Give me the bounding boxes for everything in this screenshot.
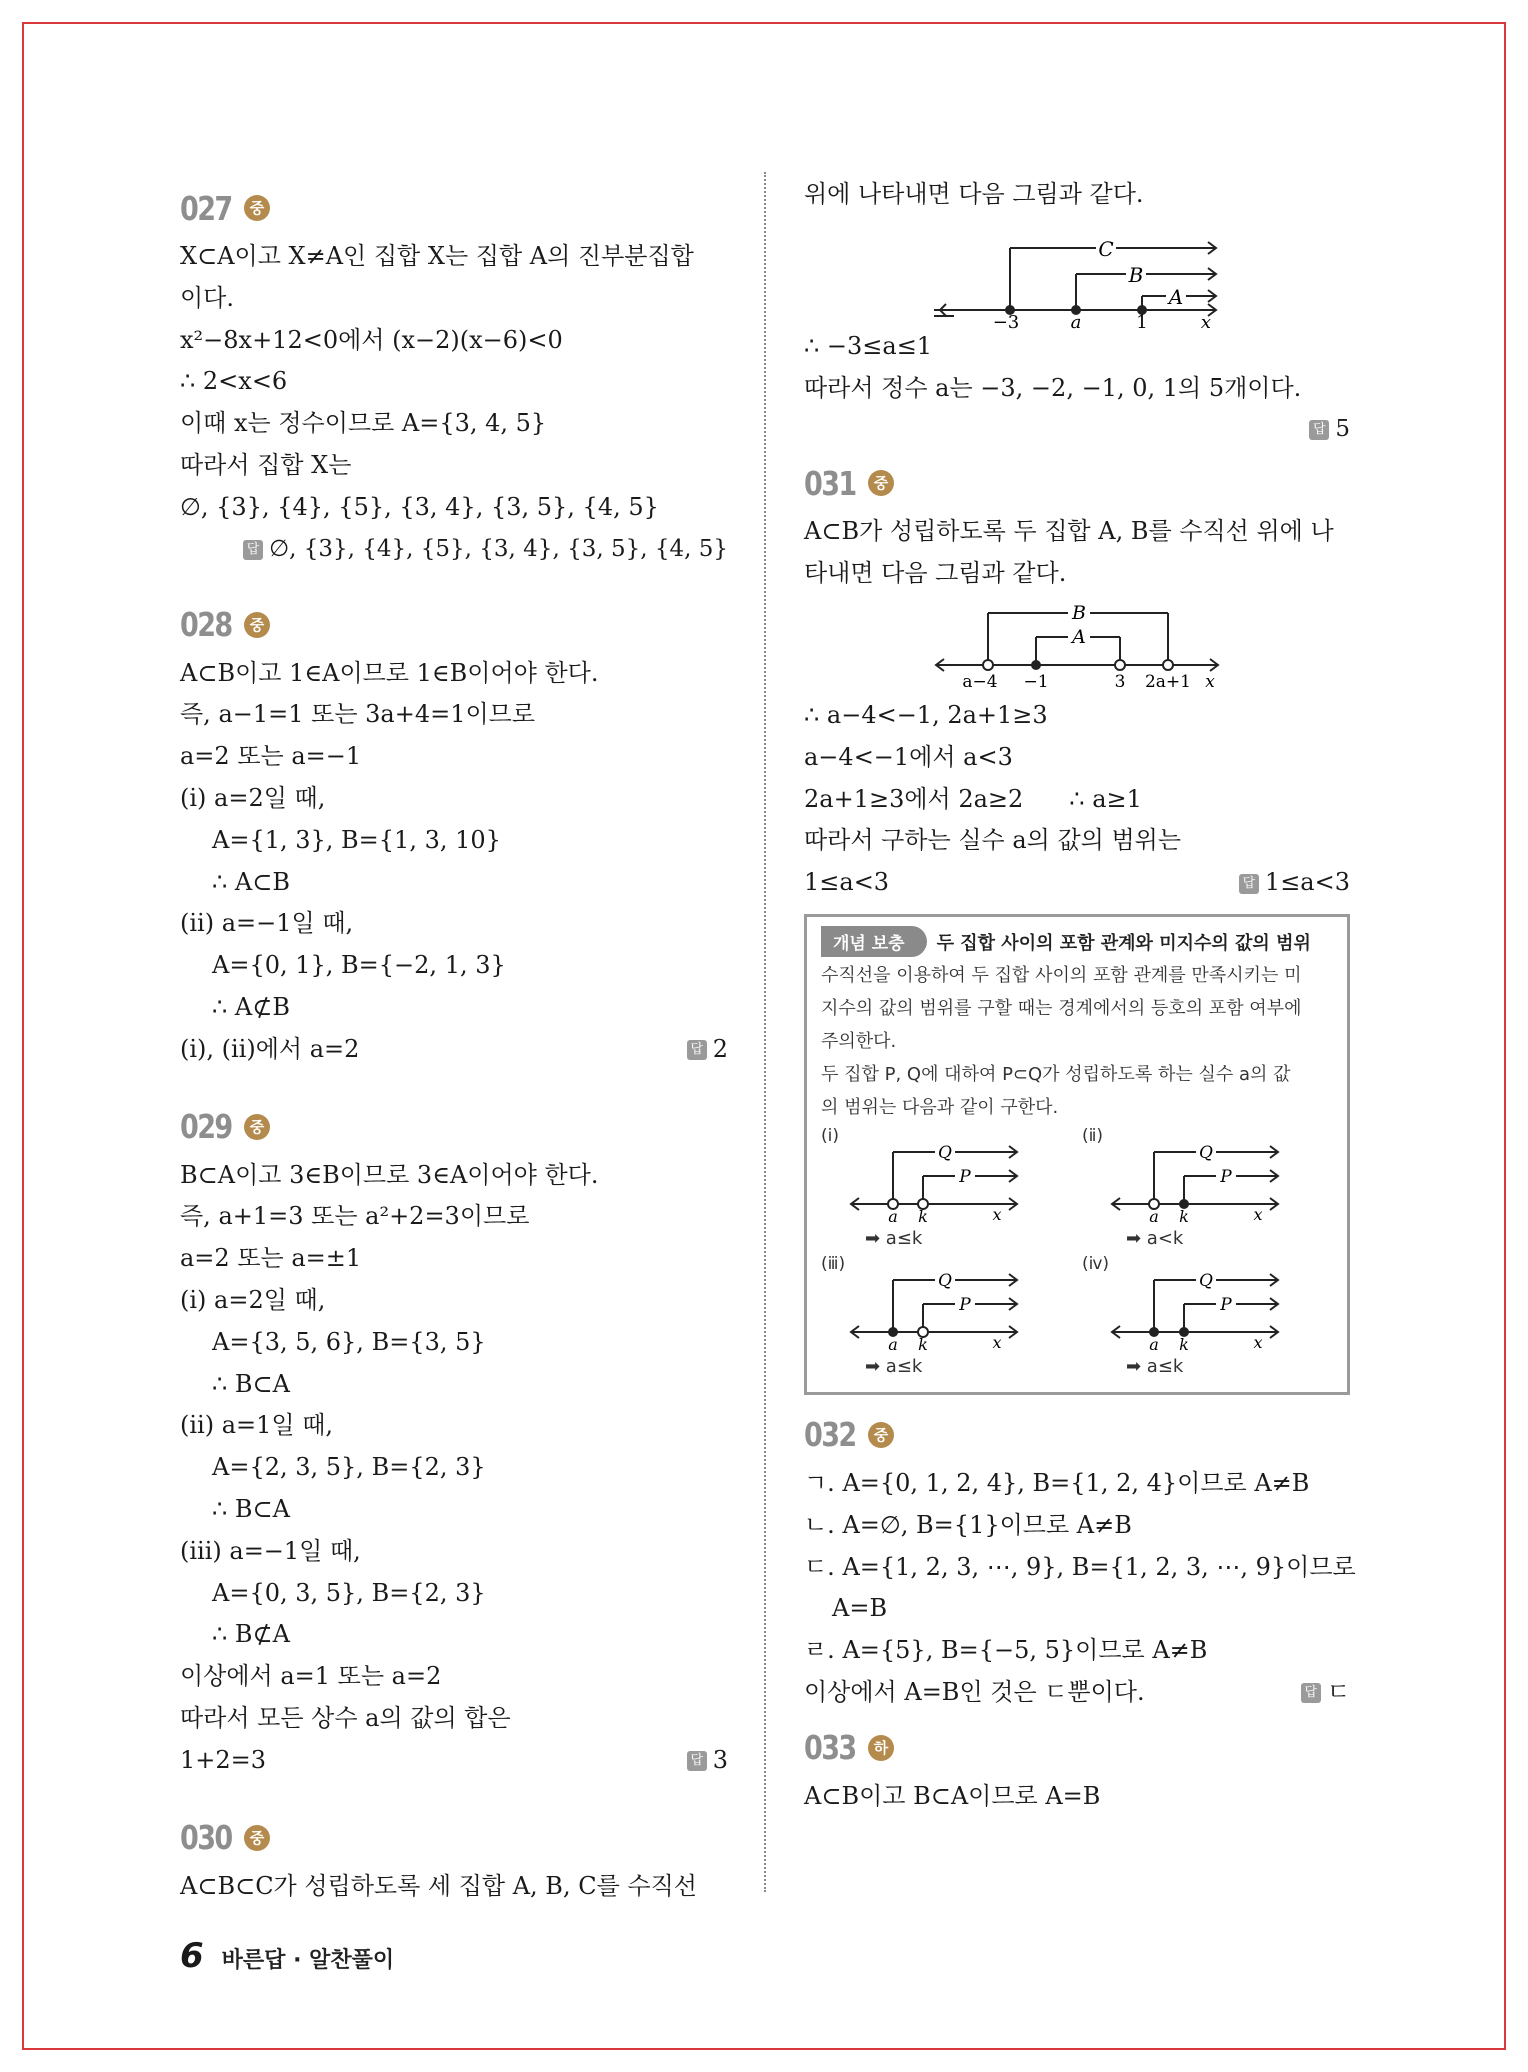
tick-label: a	[1149, 1206, 1159, 1226]
problem-number: 029	[180, 1107, 232, 1147]
tick-label: x	[1253, 1204, 1263, 1224]
book-title: 바른답 · 알찬풀이	[221, 1948, 395, 1973]
case-grid	[821, 1126, 1333, 1382]
solution-line: A={2, 3, 5}, B={2, 3}	[212, 1453, 486, 1482]
set-label: Q	[1199, 1142, 1213, 1163]
solution-line: 이다.	[180, 283, 234, 312]
set-label: Q	[938, 1142, 952, 1163]
set-label: P	[959, 1294, 971, 1315]
tick-label: a−4	[962, 671, 998, 692]
solution-line: ㄱ. A={0, 1, 2, 4}, B={1, 2, 4}이므로 A≠B	[804, 1468, 1310, 1497]
case-label: (ⅲ)	[821, 1253, 846, 1274]
solution-line: 타내면 다음 그림과 같다.	[804, 559, 1067, 588]
solution-line	[804, 1672, 1350, 1714]
solution-line: ∴ B⊄A	[212, 1620, 290, 1649]
solution-text: 이상에서 A=B인 것은 ㄷ뿐이다.	[804, 1677, 1145, 1706]
case-ii	[1082, 1126, 1333, 1254]
solution-line: A⊂B가 성립하도록 두 집합 A, B를 수직선 위에 나	[804, 517, 1334, 546]
solution-line: 따라서 집합 X는	[180, 450, 352, 479]
tick-label: k	[918, 1206, 928, 1226]
tick-label: x	[992, 1204, 1002, 1224]
solution-text: 2a+1≥3에서 2a≥2	[804, 784, 1024, 813]
solution-text: 1+2=3	[180, 1745, 267, 1774]
problem-number: 027	[180, 188, 232, 228]
answer-mark-icon: 답	[687, 1751, 707, 1771]
answer-value: 3	[712, 1745, 728, 1774]
problem-033-header	[804, 1720, 1350, 1776]
case-iv	[1082, 1254, 1333, 1382]
solution-line: (ⅱ) a=−1일 때,	[180, 909, 354, 938]
solution-line	[180, 1740, 728, 1782]
problem-028-header	[180, 597, 728, 653]
solution-line: a−4<−1에서 a<3	[804, 742, 1013, 771]
answer-mark-icon: 답	[687, 1040, 707, 1060]
page-footer	[180, 1936, 394, 1976]
set-label: Q	[1199, 1270, 1213, 1291]
solution-line: 따라서 모든 상수 a의 값의 합은	[180, 1703, 511, 1732]
tick-label: 2a+1	[1144, 671, 1192, 692]
set-label: P	[1220, 1166, 1232, 1187]
solution-line: ∴ A⊄B	[212, 992, 290, 1021]
solution-line	[180, 1029, 728, 1071]
solution-line: ∴ a−4<−1, 2a+1≥3	[804, 700, 1048, 729]
solution-line: a=2 또는 a=±1	[180, 1244, 362, 1273]
tick-label: −3	[992, 311, 1020, 333]
number-line-figure-031	[804, 595, 1350, 691]
left-column	[180, 174, 728, 1907]
concept-tag: 개념 보충	[821, 926, 927, 957]
case-number-line	[821, 1270, 1061, 1354]
solution-line: ∴ B⊂A	[212, 1369, 290, 1398]
case-iii	[821, 1254, 1072, 1382]
number-line-figure-030	[804, 216, 1350, 333]
case-i	[821, 1126, 1072, 1254]
tick-label: x	[1205, 671, 1215, 692]
case-label: (ⅳ)	[1082, 1253, 1110, 1274]
solution-line: ∴ A⊂B	[212, 867, 290, 896]
tick-label: a	[888, 1206, 898, 1226]
answer-value: 1≤a<3	[1264, 868, 1350, 897]
page-number: 6	[180, 1936, 204, 1976]
solution-line: (ⅱ) a=1일 때,	[180, 1411, 334, 1440]
problem-number: 032	[804, 1415, 856, 1455]
solution-line: ∴ B⊂A	[212, 1494, 290, 1523]
set-label: A	[1072, 625, 1086, 648]
answer-value: ㄷ	[1326, 1677, 1350, 1706]
difficulty-badge: 하	[868, 1735, 894, 1761]
problem-029-header	[180, 1099, 728, 1155]
solution-line: A⊂B이고 1∈A이므로 1∈B이어야 한다.	[180, 658, 599, 687]
concept-line: 두 집합 P, Q에 대하여 P⊂Q가 성립하도록 하는 실수 a의 값	[821, 1063, 1291, 1085]
tick-label: x	[992, 1332, 1002, 1352]
solution-line: (ⅲ) a=−1일 때,	[180, 1536, 361, 1565]
set-label: A	[1168, 284, 1184, 309]
solution-line: A={3, 5, 6}, B={3, 5}	[212, 1327, 486, 1356]
problem-number: 030	[180, 1818, 232, 1857]
solution-line: 이때 x는 정수이므로 A={3, 4, 5}	[180, 409, 547, 438]
case-label: (ⅰ)	[821, 1125, 839, 1146]
answer-line	[687, 1740, 728, 1782]
set-label: P	[1220, 1294, 1232, 1315]
case-number-line	[1082, 1270, 1322, 1354]
tick-label: x	[1253, 1332, 1263, 1352]
solution-line: 즉, a+1=3 또는 a²+2=3이므로	[180, 1202, 530, 1231]
tick-label: 1	[1136, 311, 1148, 333]
tick-label: a	[1070, 311, 1082, 333]
solution-line: B⊂A이고 3∈B이므로 3∈A이어야 한다.	[180, 1160, 599, 1189]
solution-line: 따라서 구하는 실수 a의 값의 범위는	[804, 826, 1182, 855]
problem-031-header	[804, 455, 1350, 511]
solution-line: (ⅰ) a=2일 때,	[180, 1285, 326, 1314]
answer-mark-icon: 답	[1239, 874, 1259, 894]
answer-line	[687, 1029, 728, 1071]
problem-032-header	[804, 1407, 1350, 1463]
tick-label: k	[918, 1334, 928, 1354]
column-divider	[764, 172, 766, 1892]
problem-027-header	[180, 180, 728, 236]
tick-label: k	[1179, 1206, 1189, 1226]
solution-line: ∅, {3}, {4}, {5}, {3, 4}, {3, 5}, {4, 5}	[180, 492, 659, 521]
solution-line: (ⅰ) a=2일 때,	[180, 783, 326, 812]
solution-line: ∴ −3≤a≤1	[804, 331, 933, 360]
case-number-line	[1082, 1142, 1322, 1226]
concept-line: 지수의 값의 범위를 구할 때는 경계에서의 등호의 포함 여부에	[821, 997, 1302, 1019]
tick-label: k	[1179, 1334, 1189, 1354]
answer-line	[1239, 862, 1350, 904]
solution-line: X⊂A이고 X≠A인 집합 X는 집합 A의 진부분집합	[180, 242, 694, 270]
answer-line	[180, 529, 728, 569]
difficulty-badge: 중	[244, 195, 270, 221]
set-label: C	[1098, 236, 1114, 261]
difficulty-badge: 중	[244, 1114, 270, 1140]
difficulty-badge: 중	[244, 612, 270, 638]
case-number-line	[821, 1142, 1061, 1226]
answer-line	[804, 409, 1350, 449]
solution-line: x²−8x+12<0에서 (x−2)(x−6)<0	[180, 325, 563, 354]
problem-number: 028	[180, 605, 232, 645]
solution-line: ∴ 2<x<6	[180, 367, 288, 396]
solution-line: ㄴ. A=∅, B={1}이므로 A≠B	[804, 1510, 1132, 1539]
case-result: ➡ a<k	[1126, 1227, 1184, 1249]
problem-number: 033	[804, 1728, 856, 1768]
solution-line: 위에 나타내면 다음 그림과 같다.	[804, 180, 1144, 208]
solution-line: A={0, 1}, B={−2, 1, 3}	[212, 951, 506, 980]
solution-text: 1≤a<3	[804, 868, 890, 897]
concept-title: 두 집합 사이의 포함 관계와 미지수의 값의 범위	[936, 932, 1311, 954]
set-label: B	[1072, 601, 1086, 624]
solution-line: A={0, 3, 5}, B={2, 3}	[212, 1578, 486, 1607]
set-label: B	[1128, 262, 1144, 287]
tick-label: 3	[1114, 671, 1126, 692]
set-label: P	[959, 1166, 971, 1187]
answer-mark-icon: 답	[243, 540, 263, 560]
tick-label: x	[1200, 311, 1212, 333]
tick-label: −1	[1023, 671, 1049, 692]
answer-line	[1301, 1672, 1350, 1714]
answer-value: ∅, {3}, {4}, {5}, {3, 4}, {3, 5}, {4, 5}	[269, 535, 728, 562]
case-result: ➡ a≤k	[865, 1227, 923, 1249]
answer-mark-icon: 답	[1309, 420, 1329, 440]
solution-line: A=B	[832, 1594, 888, 1623]
solution-line: A⊂B⊂C가 성립하도록 세 집합 A, B, C를 수직선	[180, 1871, 697, 1900]
difficulty-badge: 중	[244, 1825, 270, 1851]
solution-text: ∴ a≥1	[1069, 784, 1142, 813]
set-label: Q	[938, 1270, 952, 1291]
solution-line	[804, 862, 1350, 904]
difficulty-badge: 중	[868, 1422, 894, 1448]
concept-supplement-box	[804, 914, 1350, 1395]
concept-line: 수직선을 이용하여 두 집합 사이의 포함 관계를 만족시키는 미	[821, 964, 1302, 986]
tick-label: a	[888, 1334, 898, 1354]
answer-value: 2	[712, 1034, 728, 1063]
solution-line	[804, 779, 1350, 821]
solution-line: 따라서 정수 a는 −3, −2, −1, 0, 1의 5개이다.	[804, 373, 1302, 402]
tick-label: a	[1149, 1334, 1159, 1354]
concept-header	[821, 925, 1333, 959]
answer-value: 5	[1335, 416, 1350, 443]
solution-line: ㄹ. A={5}, B={−5, 5}이므로 A≠B	[804, 1636, 1208, 1665]
difficulty-badge: 중	[868, 470, 894, 496]
concept-line: 주의한다.	[821, 1030, 897, 1052]
solution-text: (ⅰ), (ⅱ)에서 a=2	[180, 1034, 360, 1063]
case-result: ➡ a≤k	[1126, 1355, 1184, 1377]
case-label: (ⅱ)	[1082, 1125, 1104, 1146]
solution-line: A⊂B이고 B⊂A이므로 A=B	[804, 1781, 1101, 1810]
solution-line: a=2 또는 a=−1	[180, 742, 362, 771]
solution-line: A={1, 3}, B={1, 3, 10}	[212, 825, 501, 854]
solution-line: ㄷ. A={1, 2, 3, ⋯, 9}, B={1, 2, 3, ⋯, 9}이므로	[804, 1552, 1356, 1581]
case-result: ➡ a≤k	[865, 1355, 923, 1377]
answer-mark-icon: 답	[1301, 1683, 1321, 1703]
right-column	[804, 174, 1356, 1818]
problem-number: 031	[804, 463, 856, 503]
solution-line: 즉, a−1=1 또는 3a+4=1이므로	[180, 700, 536, 729]
problem-030-header	[180, 1810, 728, 1866]
concept-line: 의 범위는 다음과 같이 구한다.	[821, 1096, 1059, 1118]
solution-line: 이상에서 a=1 또는 a=2	[180, 1662, 442, 1691]
